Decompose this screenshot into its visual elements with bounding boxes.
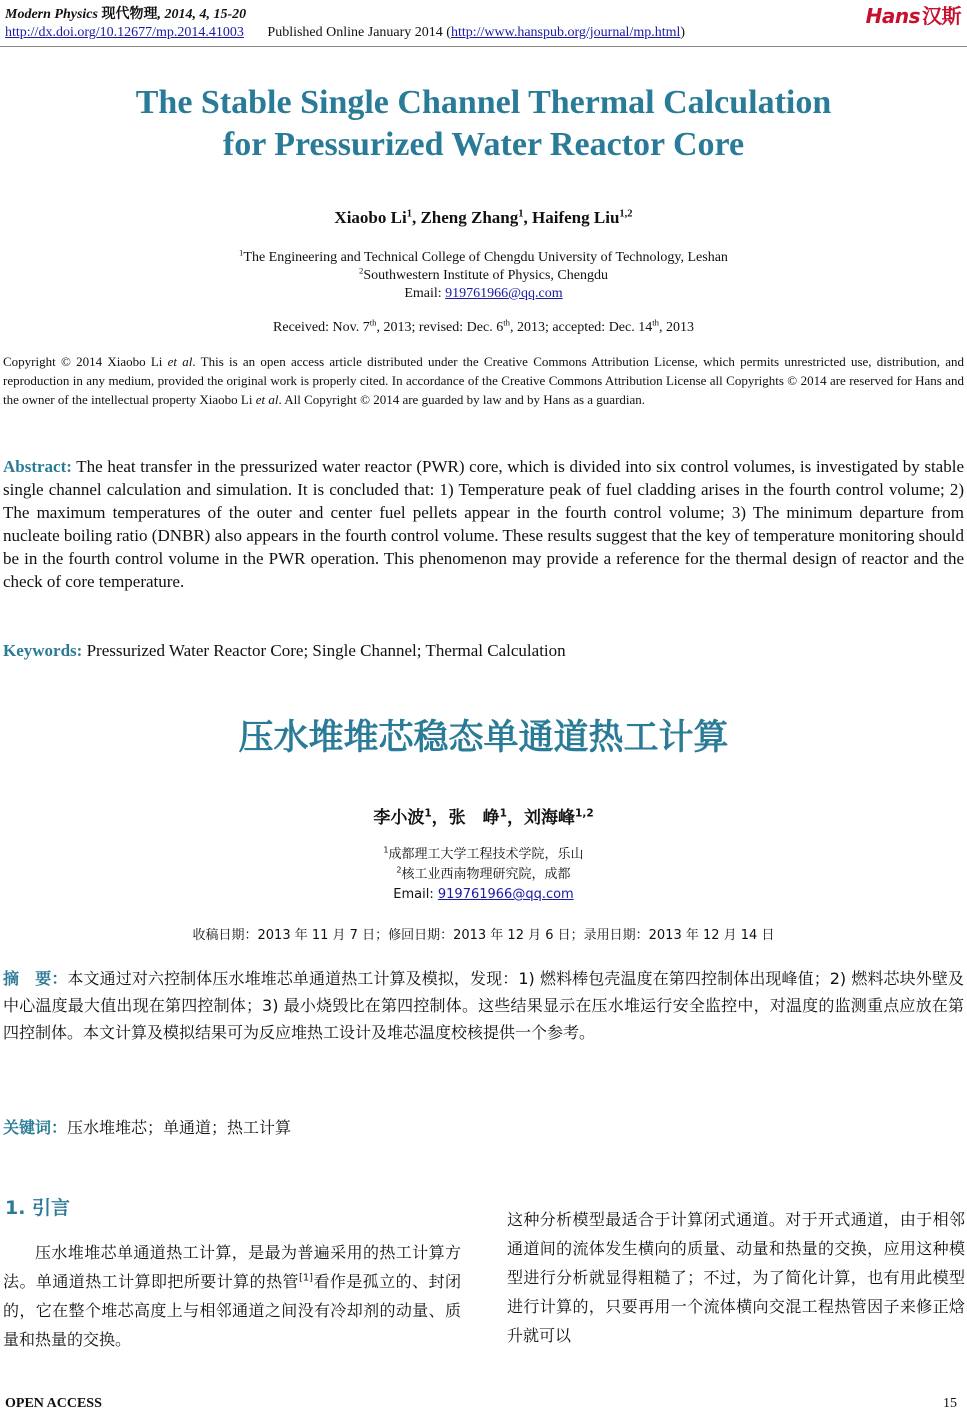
author-2-affil: 1	[518, 208, 524, 220]
abstract-label: Abstract:	[3, 457, 72, 476]
author-1-cn: 李小波	[373, 808, 425, 828]
email-line-cn	[0, 886, 967, 904]
section-heading-introduction: 1. 引言	[5, 1197, 71, 1219]
intro-paragraph-right: 这种分析模型最适合于计算闭式通道。对于开式通道，由于相邻通道间的流体发生横向的质量、动量和热量的交换，应用这种模型进行分析就显得粗糙了；不过，为了简化计算，也有用此模型进行计算的，只要再用一个流体横向交混工程热管因子来修正焓升就可以	[507, 1210, 965, 1345]
email-line	[0, 285, 967, 303]
title-line-1: The Stable Single Channel Thermal Calculation	[135, 84, 832, 121]
email-link[interactable]: 919761966@qq.com	[445, 286, 563, 301]
received-part-3: , 2013; accepted: Dec. 14	[509, 320, 653, 335]
body-column-left	[3, 1238, 461, 1354]
keywords-label: Keywords:	[3, 641, 83, 660]
affiliation-1-cn-text: 成都理工大学工程技术学院，乐山	[388, 847, 584, 862]
received-part-4: , 2013	[658, 320, 694, 335]
received-part-2: , 2013; revised: Dec. 6	[376, 320, 504, 335]
published-suffix: )	[680, 25, 686, 40]
author-2-cn-affil: 1	[499, 807, 507, 820]
affiliation-2-cn	[0, 866, 967, 884]
abstract-label-cn: 摘 要：	[3, 969, 68, 988]
published-online	[267, 25, 685, 40]
paper-title	[0, 82, 967, 166]
intro-text-left-2: 看作是孤立的、封闭的，它在整个堆芯高度上与相邻通道之间没有冷却剂的动量、质量和热量的交换。	[3, 1272, 461, 1349]
author-2-cn: ，张 峥	[431, 808, 500, 828]
author-1-cn-affil: 1	[424, 807, 432, 820]
email-label-cn: Email:	[393, 887, 438, 902]
affiliation-2-cn-mark: 2	[396, 865, 402, 875]
author-3-cn: ，刘海峰	[507, 808, 575, 828]
affiliation-2-cn-text: 核工业西南物理研究院，成都	[401, 867, 571, 882]
title-line-2: for Pressurized Water Reactor Core	[222, 126, 745, 163]
copyright-etal-1: et al	[167, 354, 193, 369]
journal-name: Modern Physics	[5, 7, 98, 22]
affiliation-1	[0, 249, 967, 267]
author-1: Xiaobo Li	[334, 208, 407, 227]
received-part-1: Received: Nov. 7	[273, 320, 370, 335]
journal-link[interactable]: http://www.hanspub.org/journal/mp.html	[450, 25, 681, 40]
logo-text-cn: 汉斯	[922, 4, 961, 28]
doi-line	[5, 25, 685, 41]
author-2: , Zheng Zhang	[411, 208, 519, 227]
logo-text: Hans	[865, 4, 920, 28]
header-divider	[0, 46, 967, 47]
doi-link[interactable]: http://dx.doi.org/10.12677/mp.2014.41003	[5, 25, 244, 40]
abstract-en	[3, 455, 964, 593]
keywords-label-cn: 关键词：	[3, 1118, 68, 1137]
affiliation-1-text: The Engineering and Technical College of Chengdu University of Technology, Leshan	[243, 250, 728, 265]
body-column-right	[507, 1205, 965, 1350]
affiliation-1-cn	[0, 846, 967, 864]
copyright-etal-2: et al	[255, 392, 279, 407]
running-header	[5, 3, 246, 23]
email-label: Email:	[404, 286, 446, 301]
journal-name-cn: 现代物理	[101, 7, 158, 22]
affiliation-1-cn-mark: 1	[383, 845, 389, 855]
author-3-cn-affil: 1,2	[575, 807, 594, 820]
keywords-text-cn: 压水堆堆芯；单通道；热工计算	[67, 1118, 292, 1137]
received-dates-cn: 收稿日期：2013 年 11 月 7 日；修回日期：2013 年 12 月 6 日；录用日期：2013 年 12 月 14 日	[192, 928, 775, 943]
copyright-notice	[3, 352, 964, 409]
page-number: 15	[943, 1396, 957, 1411]
paper-title-cn: 压水堆堆芯稳态单通道热工计算	[238, 718, 729, 758]
abstract-cn	[3, 965, 964, 1046]
affiliation-2-text: Southwestern Institute of Physics, Chengdu	[363, 268, 608, 283]
author-list	[0, 208, 967, 228]
citation-ref-1[interactable]: [1]	[298, 1272, 313, 1284]
received-sup-2: th	[503, 317, 510, 328]
keywords-text: Pressurized Water Reactor Core; Single Channel; Thermal Calculation	[82, 641, 566, 660]
copyright-part-3: . All Copyright © 2014 are guarded by law and by Hans as a guardian.	[278, 392, 646, 407]
author-3-affil: 1,2	[619, 208, 633, 220]
received-sup-1: th	[369, 317, 377, 328]
received-dates	[0, 317, 967, 336]
keywords-en	[3, 641, 964, 661]
copyright-part-2: . This is an open access article distributed under the Creative Commons Attribution License, which permits unrestricted use, distribution, and reproduction in any medium, provided the original work is properly cited. In accordance of the Creative Commons Attribution License all Copyrights © 2014 are reserved for Hans and the owner of the intellectual property Xiaobo Li	[3, 354, 964, 407]
copyright-part-1: Copyright © 2014 Xiaobo Li	[3, 354, 168, 369]
abstract-text: The heat transfer in the pressurized water reactor (PWR) core, which is divided into six control volumes, is investigated by stable single channel calculation and simulation. It is concluded that: 1) Temperature peak of fuel cladding arises in the fourth control volume; 2) The maximum temperatures of the outer and center fuel pellets appear in the fourth control volume; 3) The minimum departure from nucleate boiling ratio (DNBR) also appears in the fourth control volume. These results suggest that the key of temperature monitoring should be in the fourth control volume in the PWR operation. This phenomenon may provide a reference for the thermal design of reactor and the check of core temperature.	[3, 457, 964, 591]
author-3: , Haifeng Liu	[523, 208, 620, 227]
affiliation-2	[0, 267, 967, 285]
affiliation-1-mark: 1	[239, 247, 244, 258]
open-access-label: OPEN ACCESS	[5, 1396, 102, 1411]
intro-text-left-1: 压水堆堆芯单通道热工计算，是最为普遍采用的热工计算方法。单通道热工计算即把所要计算的热管	[3, 1243, 461, 1291]
abstract-text-cn: 本文通过对六控制体压水堆堆芯单通道热工计算及模拟，发现：1) 燃料棒包壳温度在第四控制体出现峰值；2) 燃料芯块外壁及中心温度最大值出现在第四控制体；3) 最小烧毁比在第四控制体。这些结果显示在压水堆运行安全监控中，对温度的监测重点应放在第四控制体。本文计算及模拟结果可为反应堆热工设计及堆芯温度校核提供一个参考。	[3, 969, 964, 1042]
email-link-cn[interactable]: 919761966@qq.com	[437, 887, 574, 902]
author-1-affil: 1	[406, 208, 412, 220]
published-prefix: Published Online January 2014 (	[267, 25, 451, 40]
author-list-cn	[0, 803, 967, 828]
received-sup-3: th	[652, 317, 659, 328]
intro-paragraph-left	[3, 1238, 461, 1354]
hans-logo	[866, 0, 961, 29]
journal-citation: , 2014, 4, 15-20	[157, 7, 247, 22]
affiliation-2-mark: 2	[359, 265, 364, 276]
keywords-cn	[3, 1115, 964, 1138]
